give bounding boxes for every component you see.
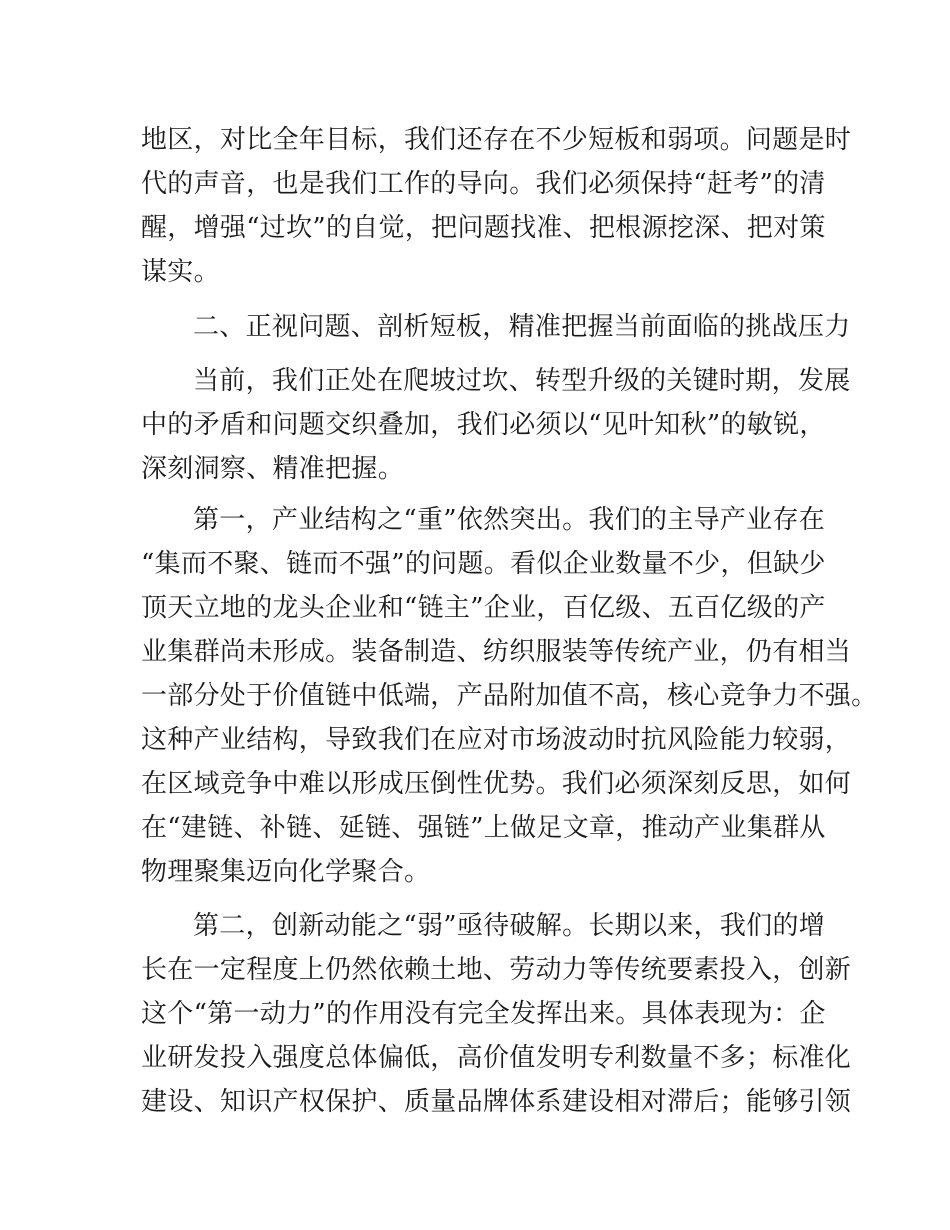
paragraph-line: 一部分处于价值链中低端，产品附加值不高，核心竞争力不强。 [141, 681, 878, 711]
paragraph-line: 代的声音，也是我们工作的导向。我们必须保持“赶考”的清 [141, 169, 826, 199]
paragraph-line: 第二，创新动能之“弱”亟待破解。长期以来，我们的增 [193, 911, 826, 941]
paragraph-line: 中的矛盾和问题交织叠加，我们必须以“见叶知秋”的敏锐， [141, 410, 826, 440]
paragraph-line: 这种产业结构，导致我们在应对市场波动时抗风险能力较弱， [141, 725, 852, 755]
paragraph-line: 在“建链、补链、延链、强链”上做足文章，推动产业集群从 [141, 813, 826, 843]
paragraph-line: 深刻洞察、精准把握。 [141, 454, 405, 484]
paragraph-line: 长在一定程度上仍然依赖土地、劳动力等传统要素投入，创新 [141, 955, 852, 985]
paragraph-line: 顶天立地的龙头企业和“链主”企业，百亿级、五百亿级的产 [141, 593, 826, 623]
paragraph-line: 物理聚集迈向化学聚合。 [141, 857, 431, 887]
paragraph-line: 当前，我们正处在爬坡过坎、转型升级的关键时期，发展 [193, 366, 851, 396]
paragraph-line: 地区，对比全年目标，我们还存在不少短板和弱项。问题是时 [141, 125, 852, 155]
paragraph-line: 这个“第一动力”的作用没有完全发挥出来。具体表现为：企 [141, 999, 826, 1029]
paragraph-line: 谋实。 [141, 257, 220, 287]
paragraph-line: 醒，增强“过坎”的自觉，把问题找准、把根源挖深、把对策 [141, 213, 826, 243]
paragraph-line: 第一，产业结构之“重”依然突出。我们的主导产业存在 [193, 505, 826, 535]
paragraph-line: 在区域竞争中难以形成压倒性优势。我们必须深刻反思，如何 [141, 769, 852, 799]
paragraph-line: 建设、知识产权保护、质量品牌体系建设相对滞后；能够引领 [141, 1087, 852, 1117]
paragraph-line: 业研发投入强度总体偏低，高价值发明专利数量不多；标准化 [141, 1043, 852, 1073]
section-heading: 二、正视问题、剖析短板，精准把握当前面临的挑战压力 [193, 312, 851, 342]
paragraph-line: 业集群尚未形成。装备制造、纺织服装等传统产业，仍有相当 [141, 637, 852, 667]
paragraph-line: “集而不聚、链而不强”的问题。看似企业数量不少，但缺少 [141, 549, 826, 579]
